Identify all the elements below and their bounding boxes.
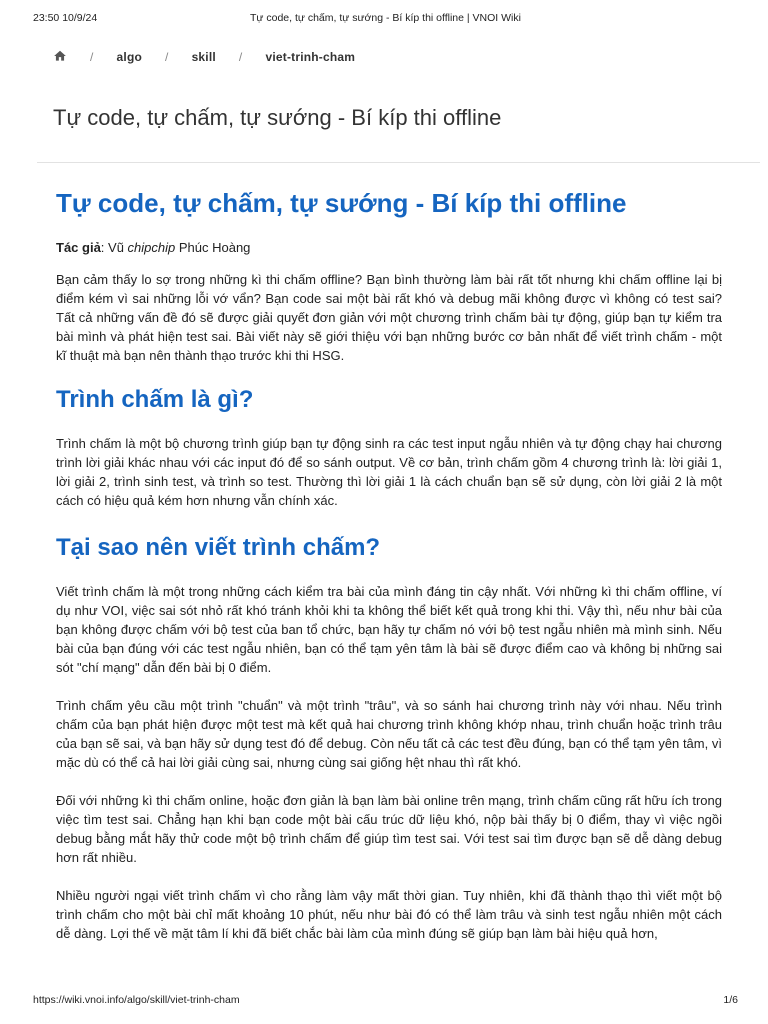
page-title: Tự code, tự chấm, tự sướng - Bí kíp thi offline <box>53 105 502 130</box>
article-content <box>56 186 722 962</box>
author-prefix: : Vũ <box>100 240 128 255</box>
print-doc-title: Tự code, tự chấm, tự sướng - Bí kíp thi offline | VNOI Wiki <box>250 12 521 24</box>
breadcrumb-item-skill[interactable]: skill <box>191 50 216 64</box>
section2-paragraph-4: Nhiều người ngại viết trình chấm vì cho rằng làm vậy mất thời gian. Tuy nhiên, khi đã thành thạo thì viết một bộ trình chấm cho một bài chỉ mất khoảng 10 phút, nếu như bài đó có thể làm trâu và sinh test ngẫu nhiên một cách dễ dàng. Lợi thế về mặt tâm lí khi đã biết chắc bài làm của mình đúng sẽ giúp bạn làm bài hiệu quả hơn, <box>56 888 722 941</box>
title-divider <box>37 162 760 163</box>
home-icon <box>53 49 67 63</box>
print-datetime: 23:50 10/9/24 <box>33 12 98 24</box>
breadcrumb-home[interactable] <box>53 49 67 66</box>
breadcrumb-separator: / <box>90 50 94 64</box>
section-heading-what-is-checker: Trình chấm là gì? <box>56 386 254 413</box>
article-heading: Tự code, tự chấm, tự sướng - Bí kíp thi offline <box>56 188 627 218</box>
print-url: https://wiki.vnoi.info/algo/skill/viet-trinh-cham <box>33 994 240 1006</box>
author-suffix: Phúc Hoàng <box>175 240 251 255</box>
breadcrumb <box>53 47 355 67</box>
author-nickname: chipchip <box>127 240 176 255</box>
author-line <box>56 238 722 257</box>
breadcrumb-item-algo[interactable]: algo <box>116 50 143 64</box>
section1-paragraph: Trình chấm là một bộ chương trình giúp bạn tự động sinh ra các test input ngẫu nhiên và tự động chạy hai chương trình lời giải khác nhau với các input đó để so sánh output. Về cơ bản, trình chấm gồm 4 chương trình là: lời giải 1, lời giải 2, trình sinh test, và trình so test. Thường thì lời giải 1 là cách chuẩn bạn sẽ sử dụng, còn lời giải 2 là một cách có hiệu quả kém hơn nhưng vẫn chính xác. <box>56 436 722 508</box>
section2-paragraph-2: Trình chấm yêu cầu một trình "chuẩn" và một trình "trâu", và so sánh hai chương trình này với nhau. Nếu trình chấm của bạn phát hiện được một test mà kết quả hai chương trình không khớp nhau, trình chuẩn hoặc trình trâu của bạn sẽ sai, và bạn hãy sử dụng test đó để debug. Còn nếu tất cả các test đều đúng, bạn có thể tạm yên tâm, vì mặc dù có thể cả hai lời giải cùng sai, nhưng cùng sai giống hệt nhau thì rất khó. <box>56 698 722 770</box>
author-label: Tác giả <box>56 240 101 255</box>
intro-paragraph: Bạn cảm thấy lo sợ trong những kì thi chấm offline? Bạn bình thường làm bài rất tốt nhưng khi chấm offline lại bị điểm kém vì sai những lỗi vớ vẩn? Bạn code sai một bài rất khó và debug mãi không được vì không có test sai? Tất cả những vấn đề đó sẽ được giải quyết đơn giản với một chương trình chấm bài tự động, giúp bạn tự kiểm tra bài mình và phát hiện test sai. Bài viết này sẽ giới thiệu với bạn những bước cơ bản nhất để viết trình chấm - một kĩ thuật mà bạn nên thành thạo trước khi thi HSG. <box>56 272 722 363</box>
breadcrumb-separator: / <box>238 50 243 64</box>
breadcrumb-separator: / <box>165 50 169 64</box>
breadcrumb-item-viet-trinh-cham[interactable]: viet-trinh-cham <box>265 50 356 64</box>
print-header <box>33 12 738 24</box>
section-heading-why-checker: Tại sao nên viết trình chấm? <box>56 534 381 561</box>
print-footer <box>33 994 738 1006</box>
print-page-number: 1/6 <box>723 994 738 1006</box>
section2-paragraph-1: Viết trình chấm là một trong những cách kiểm tra bài của mình đáng tin cậy nhất. Với những kì thi chấm offline, ví dụ như VOI, việc sai sót nhỏ rất khó tránh khỏi khi ta không thể biết kết quả trong khi thi. Vậy thì, nếu như bài của bạn không được chấm với bộ test của ban tổ chức, bạn hãy tự chấm nó với bộ test ngẫu nhiên mà mình sinh. Nếu bài của bạn đúng với các test ngẫu nhiên, bạn có thể tạm yên tâm là bài sẽ được điểm cao và không bị những sai sót "chí mạng" dẫn đến bài bị 0 điểm. <box>56 584 722 675</box>
section2-paragraph-3: Đối với những kì thi chấm online, hoặc đơn giản là bạn làm bài online trên mạng, trình chấm cũng rất hữu ích trong việc tìm test sai. Chẳng hạn khi bạn code một bài cấu trúc dữ liệu khó, nộp bài thấy bị 0 điểm, thay vì việc ngồi debug bằng mắt hãy thử code một bộ trình chấm để giúp tìm test sai. Với test sai tìm được bạn sẽ dễ dàng debug hơn rất nhiều. <box>56 793 722 865</box>
